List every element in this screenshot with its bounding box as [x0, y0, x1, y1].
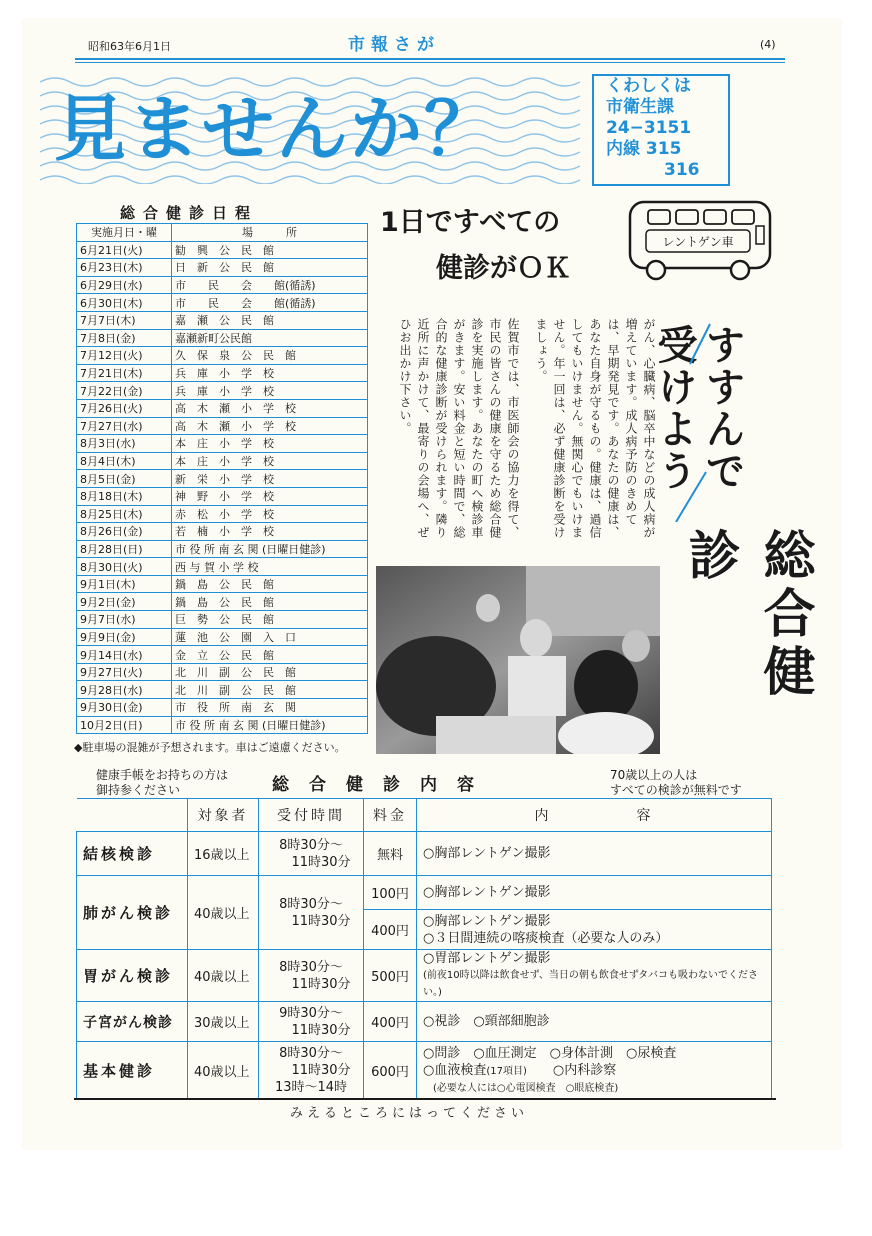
time-line: 9時30分～: [279, 1005, 343, 1021]
schedule-date: 8月3日(水): [77, 435, 172, 453]
schedule-place: 北 川 副 公 民 館: [172, 663, 368, 681]
schedule-place: 蓮 池 公 園 入 口: [172, 628, 368, 646]
schedule-row: [77, 259, 368, 277]
note-line: 健康手帳をお持ちの方は: [96, 768, 229, 782]
time-line: 11時30分: [291, 1022, 351, 1038]
content-title: 総合健診内容: [272, 775, 494, 795]
exam-age: 16歳以上: [188, 832, 259, 876]
optional-note: (必要な人には○心電図検査 ○眼底検査): [433, 1082, 619, 1094]
schedule-place: 勧 興 公 民 館: [172, 241, 368, 259]
schedule-place: 金 立 公 民 館: [172, 646, 368, 664]
time-line: 8時30分～: [279, 959, 343, 975]
schedule-place: 新 栄 小 学 校: [172, 470, 368, 488]
exam-fee: 100円: [364, 876, 417, 910]
contact-box: [592, 74, 730, 186]
schedule-header-date: 実施月日・曜: [77, 224, 172, 242]
schedule-date: 8月30日(火): [77, 558, 172, 576]
page-number: (4): [760, 38, 776, 51]
schedule-row: [77, 699, 368, 717]
schedule-date: 9月14日(水): [77, 646, 172, 664]
exam-time: [259, 1002, 364, 1042]
contact-line: 市衛生課: [606, 97, 674, 117]
header-fee: 料金: [364, 799, 417, 832]
schedule-place: 北 川 副 公 民 館: [172, 681, 368, 699]
schedule-row: [77, 523, 368, 541]
table-row: [77, 876, 772, 910]
body-text: [396, 318, 658, 548]
schedule-row: [77, 505, 368, 523]
exam-name: 胃がん検診: [77, 950, 188, 1002]
checkup-content-table: [76, 798, 772, 1100]
schedule-row: [77, 311, 368, 329]
schedule-place: 兵 庫 小 学 校: [172, 364, 368, 382]
item-blood-count: (17項目): [486, 1065, 527, 1077]
parking-note: ◆駐車場の混雑が予想されます。車はご遠慮ください。: [74, 741, 346, 754]
schedule-date: 9月9日(金): [77, 628, 172, 646]
schedule-place: 鍋 島 公 民 館: [172, 593, 368, 611]
schedule-date: 10月2日(日): [77, 716, 172, 734]
note-line: 70歳以上の人は: [610, 768, 698, 782]
schedule-header-place: 場 所: [172, 224, 368, 242]
contact-line: 24−3151: [606, 118, 692, 138]
health-handbook-note: [96, 768, 228, 798]
schedule-row: [77, 611, 368, 629]
note-line: 御持参ください: [96, 783, 181, 797]
schedule-date: 7月8日(金): [77, 329, 172, 347]
exam-fee: 無料: [364, 832, 417, 876]
schedule-row: [77, 716, 368, 734]
table-row: [77, 1042, 772, 1100]
schedule-row: [77, 417, 368, 435]
exam-items: [417, 910, 772, 950]
schedule-place: 市 民 会 館(循誘): [172, 276, 368, 294]
schedule-place: 本 庄 小 学 校: [172, 452, 368, 470]
exam-age: 40歳以上: [188, 950, 259, 1002]
schedule-place: 鍋 島 公 民 館: [172, 575, 368, 593]
item-line: ○胸部レントゲン撮影: [423, 885, 551, 900]
schedule-row: [77, 382, 368, 400]
exam-time: [259, 1042, 364, 1100]
schedule-date: 7月21日(木): [77, 364, 172, 382]
body-paragraph: 佐賀市では、市医師会の協力を得て、市民の皆さんの健康を守るため総合健診を実施します。あなたの町へ検診車がきます。安い料金と短い時間で、総合的な健康診断が受けられます。隣り近所に声かけて、最寄りの会場へ、ぜひお出かけ下さい。: [398, 318, 520, 539]
exam-items: [417, 832, 772, 876]
header-rule: [75, 58, 785, 60]
schedule-place: 神 野 小 学 校: [172, 487, 368, 505]
exam-time: [259, 832, 364, 876]
schedule-date: 6月29日(水): [77, 276, 172, 294]
fasting-note: (前夜10時以降は飲食せず、当日の朝も飲食せずタバコも吸わないでください。): [423, 970, 759, 998]
schedule-place: 久 保 泉 公 民 館: [172, 347, 368, 365]
schedule-date: 8月26日(金): [77, 523, 172, 541]
exam-fee: 400円: [364, 1002, 417, 1042]
exam-time: [259, 876, 364, 950]
newspaper-logo: 市報さが: [348, 35, 440, 55]
note-line: すべての検診が無料です: [610, 783, 742, 797]
schedule-row: [77, 435, 368, 453]
schedule-row: [77, 470, 368, 488]
schedule-row: [77, 399, 368, 417]
schedule-row: [77, 276, 368, 294]
schedule-row: [77, 558, 368, 576]
body-paragraph: がん、心臓病、脳卒中などの成人病が増えています。成人病予防のきめては、早期発見です。あなたの健康は、あなた自身が守るもの。健康は、過信してもいけません。無関心でもいけません。年一回は、必ず健康診断を受けましょう。: [534, 318, 656, 539]
table-row: [77, 1002, 772, 1042]
header-rule-thin: [75, 62, 785, 63]
photo-image: [376, 566, 660, 754]
headline-line-1: 1日ですべての: [380, 207, 561, 238]
exam-age: 40歳以上: [188, 1042, 259, 1100]
schedule-row: [77, 241, 368, 259]
issue-date: 昭和63年6月1日: [88, 40, 171, 53]
schedule-row: [77, 593, 368, 611]
item-blood-test: ○血液検査: [423, 1062, 487, 1078]
schedule-date: 8月28日(日): [77, 540, 172, 558]
susunde-ukeyou-heading: すすんで受けよう: [651, 324, 745, 492]
exam-name: 子宮がん検診: [77, 1002, 188, 1042]
header-time: 受付時間: [259, 799, 364, 832]
schedule-date: 7月7日(木): [77, 311, 172, 329]
free-over-70-note: [610, 768, 742, 798]
contact-line: 内線 315: [606, 139, 682, 159]
schedule-row: [77, 364, 368, 382]
schedule-date: 8月4日(木): [77, 452, 172, 470]
sougou-kenshin-heading: 総合健診: [679, 528, 814, 702]
schedule-place: 若 楠 小 学 校: [172, 523, 368, 541]
schedule-date: 6月23日(木): [77, 259, 172, 277]
schedule-date: 9月30日(金): [77, 699, 172, 717]
item-line: ○胸部レントゲン撮影: [423, 846, 551, 861]
schedule-row: [77, 294, 368, 312]
exam-age: 30歳以上: [188, 1002, 259, 1042]
xray-bus-illustration: [626, 196, 774, 282]
schedule-date: 6月21日(火): [77, 241, 172, 259]
header-blank: [77, 799, 188, 832]
schedule-row: [77, 452, 368, 470]
slash-decoration: [646, 322, 716, 522]
schedule-date: 9月2日(金): [77, 593, 172, 611]
bottom-rule: [74, 1098, 776, 1100]
schedule-place: 市 民 会 館(循誘): [172, 294, 368, 312]
exam-fee: 500円: [364, 950, 417, 1002]
schedule-row: [77, 663, 368, 681]
schedule-date: 8月25日(木): [77, 505, 172, 523]
item-line: ○胸部レントゲン撮影: [423, 913, 551, 929]
schedule-date: 7月22日(金): [77, 382, 172, 400]
item-line: ○問診 ○血圧測定 ○身体計測 ○尿検査: [423, 1045, 677, 1061]
table-row: [77, 832, 772, 876]
schedule-row: [77, 628, 368, 646]
schedule-row: [77, 540, 368, 558]
schedule-place: 市 役 所 南 玄 関: [172, 699, 368, 717]
header-target: 対象者: [188, 799, 259, 832]
schedule-date: 7月27日(水): [77, 417, 172, 435]
headline-line-2: 健診がＯＫ: [436, 253, 571, 284]
schedule-row: [77, 681, 368, 699]
time-line: 11時30分: [291, 1063, 351, 1078]
schedule-place: 日 新 公 民 館: [172, 259, 368, 277]
exam-items: [417, 950, 772, 1002]
table-row: [77, 950, 772, 1002]
exam-age: 40歳以上: [188, 876, 259, 950]
bus-icon: [626, 196, 774, 282]
schedule-date: 7月12日(火): [77, 347, 172, 365]
time-line: 11時30分: [291, 913, 351, 929]
schedule-row: [77, 347, 368, 365]
exam-items: [417, 876, 772, 910]
schedule-date: 9月28日(水): [77, 681, 172, 699]
schedule-place: 赤 松 小 学 校: [172, 505, 368, 523]
time-line: 11時30分: [291, 854, 351, 870]
schedule-row: [77, 329, 368, 347]
schedule-place: 西 与 賀 小 学 校: [172, 558, 368, 576]
schedule-place: 本 庄 小 学 校: [172, 435, 368, 453]
schedule-place: 兵 庫 小 学 校: [172, 382, 368, 400]
exam-fee: 600円: [364, 1042, 417, 1100]
schedule-date: 9月1日(木): [77, 575, 172, 593]
schedule-place: 嘉 瀬 公 民 館: [172, 311, 368, 329]
item-line: ○視診 ○頸部細胞診: [423, 1014, 550, 1029]
exam-name: 肺がん検診: [77, 876, 188, 950]
exam-time: [259, 950, 364, 1002]
schedule-place: 巨 勢 公 民 館: [172, 611, 368, 629]
schedule-place: 市 役 所 南 玄 関 (日曜日健診): [172, 716, 368, 734]
schedule-row: [77, 646, 368, 664]
schedule-row: [77, 575, 368, 593]
time-line: 8時30分～: [279, 1046, 343, 1061]
contact-line: くわしくは: [606, 76, 691, 96]
exam-items: [417, 1042, 772, 1100]
exam-name: 基本健診: [77, 1042, 188, 1100]
item-line: ○胃部レントゲン撮影: [423, 951, 551, 966]
schedule-place: 高 木 瀬 小 学 校: [172, 399, 368, 417]
schedule-place: 嘉瀬新町公民館: [172, 329, 368, 347]
exam-name: 結核検診: [77, 832, 188, 876]
schedule-date: 9月27日(火): [77, 663, 172, 681]
item-line: [423, 1062, 765, 1080]
schedule-place: 高 木 瀬 小 学 校: [172, 417, 368, 435]
schedule-date: 7月26日(火): [77, 399, 172, 417]
item-internal-exam: ○内科診察: [552, 1062, 617, 1078]
footer-text: みえるところにはってください: [290, 1106, 529, 1121]
exam-fee: 400円: [364, 910, 417, 950]
bus-label: レントゲン車: [662, 235, 734, 249]
schedule-date: 9月7日(水): [77, 611, 172, 629]
schedule-date: 6月30日(木): [77, 294, 172, 312]
time-line: 8時30分～: [279, 837, 343, 853]
schedule-table: [76, 223, 368, 734]
checkup-photo: [376, 566, 660, 754]
schedule-date: 8月5日(金): [77, 470, 172, 488]
time-line: 13時～14時: [274, 1080, 348, 1095]
time-line: 8時30分～: [279, 896, 343, 912]
hero-title: 見ませんか？: [54, 87, 499, 171]
exam-items: [417, 1002, 772, 1042]
time-line: 11時30分: [291, 976, 351, 992]
schedule-title: 総合健診日程: [120, 204, 259, 222]
headline: [380, 200, 571, 292]
contact-line: 316: [664, 160, 700, 180]
header-contents: 内 容: [417, 799, 772, 832]
schedule-place: 市 役 所 南 玄 関 (日曜日健診): [172, 540, 368, 558]
schedule-date: 8月18日(木): [77, 487, 172, 505]
schedule-row: [77, 487, 368, 505]
item-line: ○３日間連続の喀痰検査（必要な人のみ）: [423, 930, 669, 946]
